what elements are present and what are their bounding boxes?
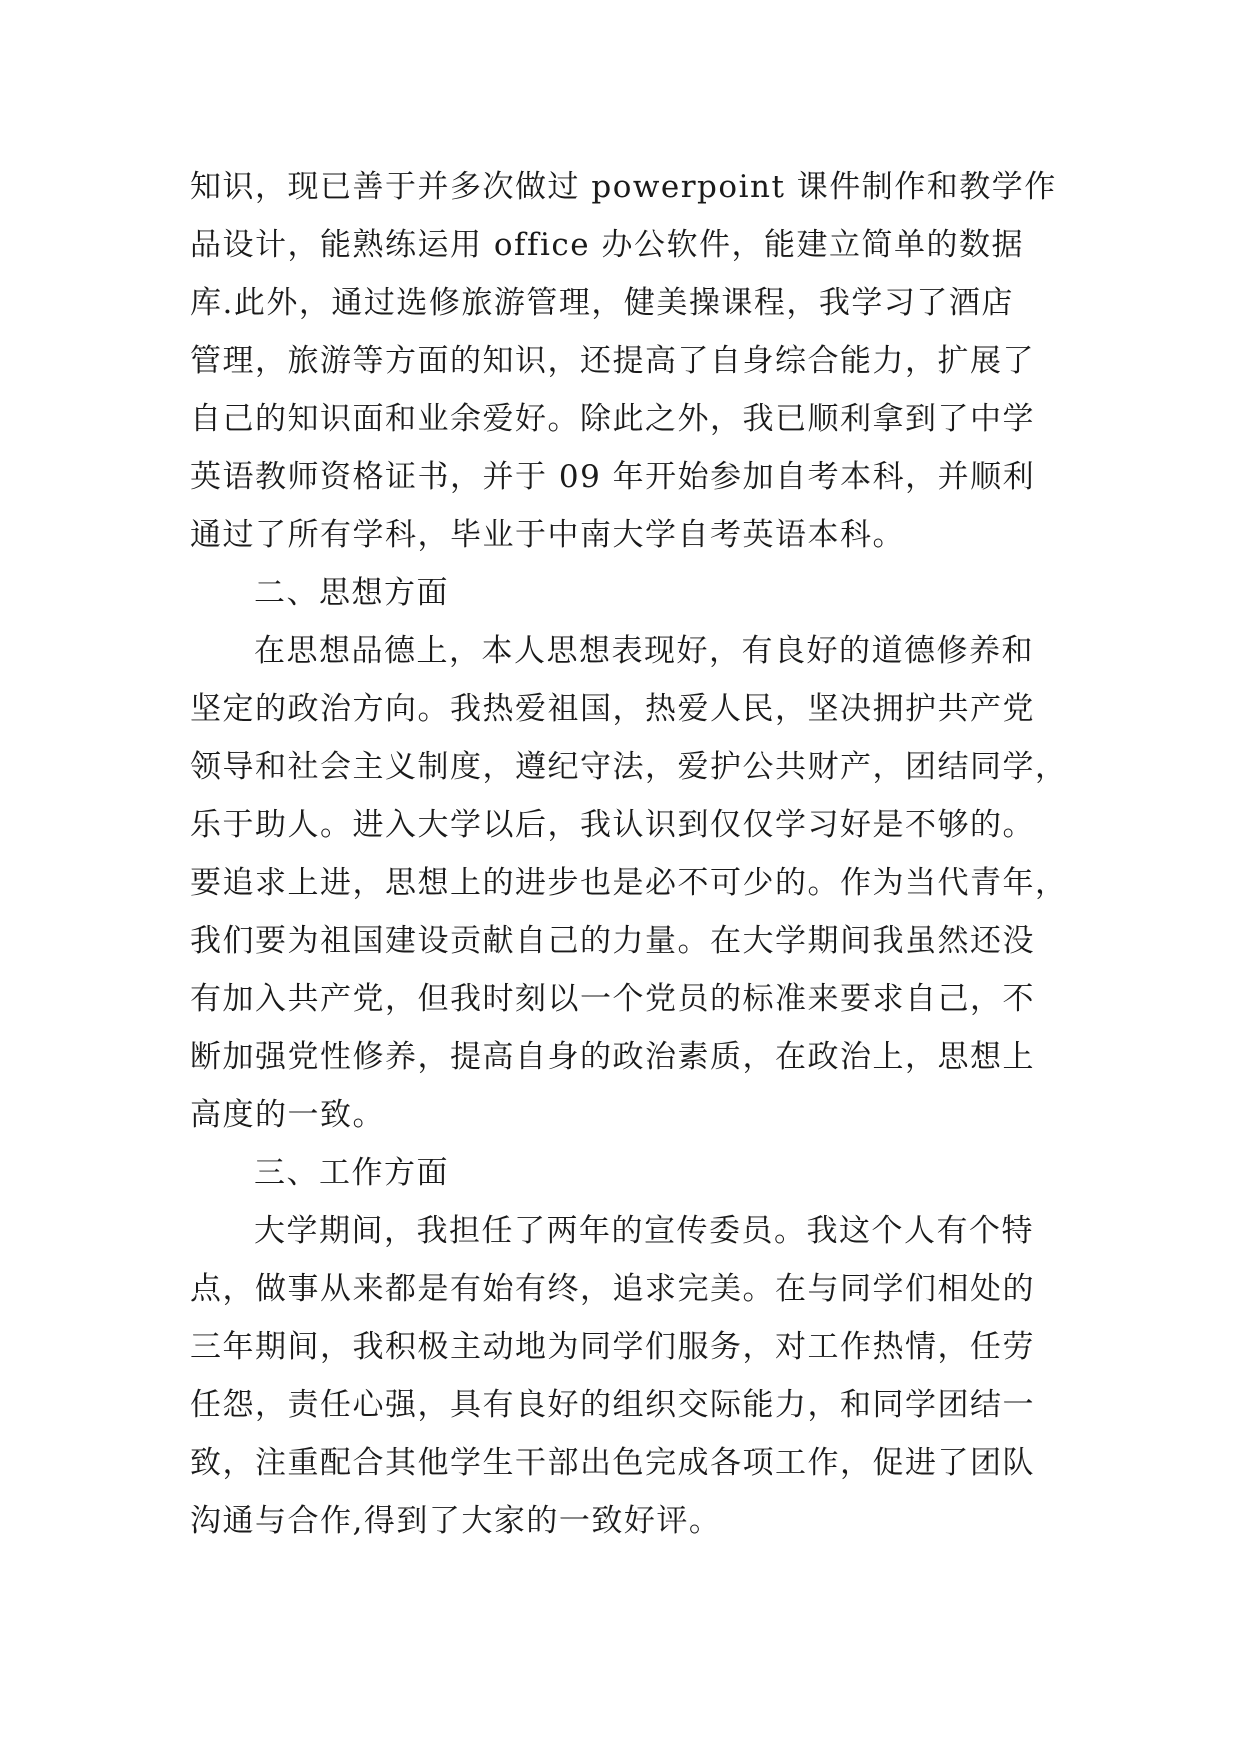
text-line: 高度的一致。 [190, 1097, 385, 1133]
paragraph-first-line: 大学期间，我担任了两年的宣传委员。我这个人有个特 [254, 1213, 1034, 1249]
paragraph-first-line: 在思想品德上，本人思想表现好，有良好的道德修养和 [254, 633, 1034, 669]
text-line: 品设计，能熟练运用 office 办公软件，能建立简单的数据 [190, 227, 1024, 263]
text-line: 有加入共产党，但我时刻以一个党员的标准来要求自己，不 [190, 981, 1035, 1017]
text-line: 领导和社会主义制度，遵纪守法，爱护公共财产，团结同学， [190, 749, 1068, 785]
document-body [190, 158, 1070, 1550]
text-line: 致，注重配合其他学生干部出色完成各项工作，促进了团队 [190, 1445, 1035, 1481]
text-line: 任怨，责任心强，具有良好的组织交际能力，和同学团结一 [190, 1387, 1035, 1423]
text-line: 英语教师资格证书，并于 09 年开始参加自考本科，并顺利 [190, 459, 1036, 495]
text-line: 管理，旅游等方面的知识，还提高了自身综合能力，扩展了 [190, 343, 1035, 379]
text-line: 自己的知识面和业余爱好。除此之外，我已顺利拿到了中学 [190, 401, 1035, 437]
section-heading-work: 三、工作方面 [254, 1155, 449, 1191]
text-line: 我们要为祖国建设贡献自己的力量。在大学期间我虽然还没 [190, 923, 1035, 959]
text-line: 库.此外，通过选修旅游管理，健美操课程，我学习了酒店 [190, 285, 1014, 321]
text-line: 三年期间，我积极主动地为同学们服务，对工作热情，任劳 [190, 1329, 1035, 1365]
text-line: 通过了所有学科，毕业于中南大学自考英语本科。 [190, 517, 905, 553]
text-line: 坚定的政治方向。我热爱祖国，热爱人民，坚决拥护共产党 [190, 691, 1035, 727]
text-line: 要追求上进，思想上的进步也是必不可少的。作为当代青年， [190, 865, 1068, 901]
text-line: 乐于助人。进入大学以后，我认识到仅仅学习好是不够的。 [190, 807, 1035, 843]
text-line: 点，做事从来都是有始有终，追求完美。在与同学们相处的 [190, 1271, 1035, 1307]
text-line: 知识，现已善于并多次做过 powerpoint 课件制作和教学作 [190, 169, 1057, 205]
section-heading-thought: 二、思想方面 [254, 575, 449, 611]
text-line: 沟通与合作,得到了大家的一致好评。 [190, 1503, 722, 1539]
text-line: 断加强党性修养，提高自身的政治素质，在政治上，思想上 [190, 1039, 1035, 1075]
